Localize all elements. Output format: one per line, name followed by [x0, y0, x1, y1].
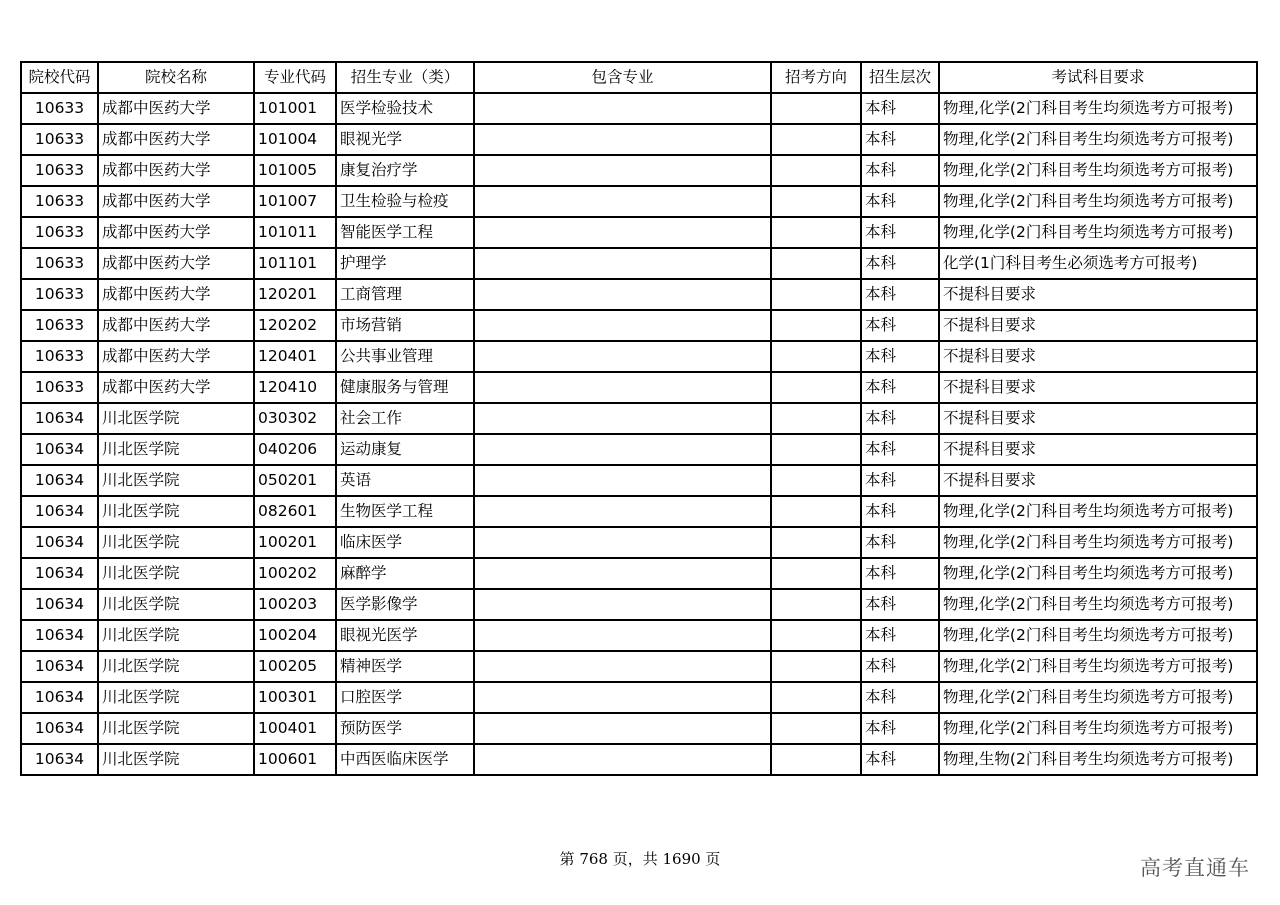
cell-direction — [771, 682, 861, 713]
cell-school-name: 成都中医药大学 — [98, 310, 254, 341]
cell-included-majors — [474, 403, 771, 434]
cell-school-code: 10634 — [21, 465, 98, 496]
cell-school-name: 成都中医药大学 — [98, 372, 254, 403]
cell-requirement: 不提科目要求 — [939, 372, 1257, 403]
cell-school-code: 10633 — [21, 217, 98, 248]
cell-requirement: 物理,化学(2门科目考生均须选考方可报考) — [939, 713, 1257, 744]
table-row — [21, 155, 1257, 186]
cell-school-name: 成都中医药大学 — [98, 186, 254, 217]
cell-requirement: 物理,化学(2门科目考生均须选考方可报考) — [939, 558, 1257, 589]
cell-direction — [771, 589, 861, 620]
cell-school-name: 川北医学院 — [98, 682, 254, 713]
admissions-table — [20, 61, 1258, 776]
cell-major: 智能医学工程 — [336, 217, 474, 248]
cell-school-name: 川北医学院 — [98, 465, 254, 496]
cell-requirement: 物理,化学(2门科目考生均须选考方可报考) — [939, 651, 1257, 682]
admissions-table-container — [20, 61, 1256, 776]
table-row — [21, 620, 1257, 651]
cell-included-majors — [474, 682, 771, 713]
table-row — [21, 248, 1257, 279]
cell-direction — [771, 713, 861, 744]
cell-major-code: 120401 — [254, 341, 336, 372]
cell-major-code: 101005 — [254, 155, 336, 186]
cell-school-code: 10633 — [21, 372, 98, 403]
cell-direction — [771, 465, 861, 496]
cell-included-majors — [474, 186, 771, 217]
header-row — [21, 62, 1257, 93]
cell-school-name: 成都中医药大学 — [98, 93, 254, 124]
cell-major-code: 100401 — [254, 713, 336, 744]
cell-included-majors — [474, 279, 771, 310]
cell-school-code: 10634 — [21, 682, 98, 713]
cell-level: 本科 — [861, 403, 939, 434]
header-school-name: 院校名称 — [98, 62, 254, 93]
cell-major-code: 101004 — [254, 124, 336, 155]
cell-direction — [771, 744, 861, 775]
cell-school-name: 成都中医药大学 — [98, 248, 254, 279]
cell-school-name: 川北医学院 — [98, 496, 254, 527]
cell-major: 运动康复 — [336, 434, 474, 465]
cell-requirement: 不提科目要求 — [939, 403, 1257, 434]
table-header — [21, 62, 1257, 93]
cell-level: 本科 — [861, 372, 939, 403]
cell-included-majors — [474, 434, 771, 465]
cell-major: 工商管理 — [336, 279, 474, 310]
cell-school-code: 10634 — [21, 527, 98, 558]
cell-included-majors — [474, 341, 771, 372]
cell-level: 本科 — [861, 434, 939, 465]
cell-school-code: 10633 — [21, 124, 98, 155]
table-row — [21, 93, 1257, 124]
cell-major-code: 100601 — [254, 744, 336, 775]
cell-major: 护理学 — [336, 248, 474, 279]
cell-major: 医学影像学 — [336, 589, 474, 620]
cell-major-code: 100201 — [254, 527, 336, 558]
cell-major-code: 101001 — [254, 93, 336, 124]
cell-major-code: 100205 — [254, 651, 336, 682]
cell-school-code: 10634 — [21, 434, 98, 465]
cell-level: 本科 — [861, 589, 939, 620]
cell-major-code: 100204 — [254, 620, 336, 651]
cell-requirement: 物理,化学(2门科目考生均须选考方可报考) — [939, 620, 1257, 651]
cell-school-name: 川北医学院 — [98, 620, 254, 651]
cell-school-code: 10634 — [21, 744, 98, 775]
cell-school-name: 川北医学院 — [98, 589, 254, 620]
cell-direction — [771, 248, 861, 279]
cell-direction — [771, 217, 861, 248]
cell-school-code: 10634 — [21, 403, 98, 434]
cell-direction — [771, 620, 861, 651]
cell-major: 康复治疗学 — [336, 155, 474, 186]
cell-major-code: 082601 — [254, 496, 336, 527]
cell-major-code: 101101 — [254, 248, 336, 279]
cell-school-name: 成都中医药大学 — [98, 155, 254, 186]
cell-major-code: 050201 — [254, 465, 336, 496]
cell-major: 医学检验技术 — [336, 93, 474, 124]
cell-included-majors — [474, 713, 771, 744]
table-row — [21, 124, 1257, 155]
cell-requirement: 物理,化学(2门科目考生均须选考方可报考) — [939, 682, 1257, 713]
cell-school-name: 成都中医药大学 — [98, 279, 254, 310]
cell-school-code: 10634 — [21, 620, 98, 651]
cell-included-majors — [474, 589, 771, 620]
cell-major-code: 100301 — [254, 682, 336, 713]
header-included-majors: 包含专业 — [474, 62, 771, 93]
cell-level: 本科 — [861, 186, 939, 217]
cell-included-majors — [474, 155, 771, 186]
cell-level: 本科 — [861, 279, 939, 310]
cell-level: 本科 — [861, 558, 939, 589]
cell-requirement: 化学(1门科目考生必须选考方可报考) — [939, 248, 1257, 279]
cell-major-code: 120410 — [254, 372, 336, 403]
cell-major: 眼视光学 — [336, 124, 474, 155]
cell-requirement: 物理,化学(2门科目考生均须选考方可报考) — [939, 186, 1257, 217]
cell-level: 本科 — [861, 93, 939, 124]
cell-school-code: 10633 — [21, 310, 98, 341]
cell-level: 本科 — [861, 124, 939, 155]
cell-major-code: 120201 — [254, 279, 336, 310]
header-school-code: 院校代码 — [21, 62, 98, 93]
cell-major: 英语 — [336, 465, 474, 496]
cell-school-code: 10633 — [21, 186, 98, 217]
cell-school-code: 10633 — [21, 248, 98, 279]
header-major-code: 专业代码 — [254, 62, 336, 93]
cell-school-code: 10634 — [21, 589, 98, 620]
cell-direction — [771, 93, 861, 124]
cell-school-name: 川北医学院 — [98, 713, 254, 744]
cell-direction — [771, 124, 861, 155]
cell-major: 社会工作 — [336, 403, 474, 434]
cell-direction — [771, 496, 861, 527]
cell-school-code: 10634 — [21, 558, 98, 589]
cell-requirement: 物理,化学(2门科目考生均须选考方可报考) — [939, 155, 1257, 186]
header-requirement: 考试科目要求 — [939, 62, 1257, 93]
cell-included-majors — [474, 527, 771, 558]
cell-level: 本科 — [861, 620, 939, 651]
page-number: 第 768 页，共 1690 页 — [559, 850, 721, 868]
cell-school-code: 10633 — [21, 155, 98, 186]
cell-level: 本科 — [861, 310, 939, 341]
cell-major: 生物医学工程 — [336, 496, 474, 527]
cell-school-name: 成都中医药大学 — [98, 124, 254, 155]
cell-school-name: 川北医学院 — [98, 651, 254, 682]
table-body — [21, 93, 1257, 775]
table-row — [21, 217, 1257, 248]
cell-direction — [771, 310, 861, 341]
cell-major: 口腔医学 — [336, 682, 474, 713]
cell-direction — [771, 279, 861, 310]
cell-included-majors — [474, 496, 771, 527]
cell-school-name: 川北医学院 — [98, 403, 254, 434]
cell-requirement: 物理,化学(2门科目考生均须选考方可报考) — [939, 527, 1257, 558]
cell-major-code: 030302 — [254, 403, 336, 434]
cell-major: 公共事业管理 — [336, 341, 474, 372]
cell-requirement: 不提科目要求 — [939, 310, 1257, 341]
table-row — [21, 589, 1257, 620]
cell-requirement: 物理,生物(2门科目考生均须选考方可报考) — [939, 744, 1257, 775]
cell-school-name: 川北医学院 — [98, 744, 254, 775]
cell-included-majors — [474, 124, 771, 155]
cell-level: 本科 — [861, 465, 939, 496]
cell-school-name: 成都中医药大学 — [98, 341, 254, 372]
cell-requirement: 物理,化学(2门科目考生均须选考方可报考) — [939, 217, 1257, 248]
cell-requirement: 物理,化学(2门科目考生均须选考方可报考) — [939, 496, 1257, 527]
cell-major: 预防医学 — [336, 713, 474, 744]
cell-major: 中西医临床医学 — [336, 744, 474, 775]
cell-requirement: 不提科目要求 — [939, 465, 1257, 496]
cell-level: 本科 — [861, 713, 939, 744]
table-row — [21, 310, 1257, 341]
cell-school-name: 川北医学院 — [98, 527, 254, 558]
cell-included-majors — [474, 93, 771, 124]
cell-major: 市场营销 — [336, 310, 474, 341]
cell-included-majors — [474, 248, 771, 279]
cell-direction — [771, 434, 861, 465]
cell-requirement: 物理,化学(2门科目考生均须选考方可报考) — [939, 124, 1257, 155]
table-row — [21, 434, 1257, 465]
cell-requirement: 物理,化学(2门科目考生均须选考方可报考) — [939, 93, 1257, 124]
cell-major-code: 100203 — [254, 589, 336, 620]
cell-level: 本科 — [861, 496, 939, 527]
cell-level: 本科 — [861, 155, 939, 186]
table-row — [21, 372, 1257, 403]
table-row — [21, 682, 1257, 713]
cell-major: 麻醉学 — [336, 558, 474, 589]
cell-major-code: 040206 — [254, 434, 336, 465]
table-row — [21, 403, 1257, 434]
cell-major-code: 101007 — [254, 186, 336, 217]
cell-level: 本科 — [861, 217, 939, 248]
cell-direction — [771, 558, 861, 589]
cell-included-majors — [474, 465, 771, 496]
header-level: 招生层次 — [861, 62, 939, 93]
cell-direction — [771, 372, 861, 403]
table-row — [21, 341, 1257, 372]
cell-included-majors — [474, 217, 771, 248]
cell-included-majors — [474, 310, 771, 341]
cell-included-majors — [474, 651, 771, 682]
cell-major-code: 101011 — [254, 217, 336, 248]
cell-direction — [771, 403, 861, 434]
cell-school-code: 10634 — [21, 651, 98, 682]
cell-level: 本科 — [861, 527, 939, 558]
cell-requirement: 不提科目要求 — [939, 279, 1257, 310]
header-major: 招生专业（类） — [336, 62, 474, 93]
table-row — [21, 186, 1257, 217]
cell-school-name: 川北医学院 — [98, 558, 254, 589]
cell-major: 卫生检验与检疫 — [336, 186, 474, 217]
cell-level: 本科 — [861, 651, 939, 682]
cell-level: 本科 — [861, 248, 939, 279]
cell-school-name: 成都中医药大学 — [98, 217, 254, 248]
cell-requirement: 物理,化学(2门科目考生均须选考方可报考) — [939, 589, 1257, 620]
cell-school-code: 10633 — [21, 279, 98, 310]
cell-included-majors — [474, 558, 771, 589]
cell-requirement: 不提科目要求 — [939, 434, 1257, 465]
cell-direction — [771, 527, 861, 558]
cell-direction — [771, 186, 861, 217]
table-row — [21, 558, 1257, 589]
table-row — [21, 651, 1257, 682]
cell-included-majors — [474, 372, 771, 403]
cell-school-code: 10634 — [21, 496, 98, 527]
cell-major-code: 100202 — [254, 558, 336, 589]
cell-level: 本科 — [861, 682, 939, 713]
table-row — [21, 279, 1257, 310]
cell-level: 本科 — [861, 341, 939, 372]
table-row — [21, 527, 1257, 558]
table-row — [21, 744, 1257, 775]
cell-major: 健康服务与管理 — [336, 372, 474, 403]
cell-direction — [771, 651, 861, 682]
cell-included-majors — [474, 744, 771, 775]
cell-level: 本科 — [861, 744, 939, 775]
cell-requirement: 不提科目要求 — [939, 341, 1257, 372]
cell-school-code: 10633 — [21, 93, 98, 124]
cell-direction — [771, 155, 861, 186]
header-direction: 招考方向 — [771, 62, 861, 93]
cell-school-name: 川北医学院 — [98, 434, 254, 465]
cell-major: 临床医学 — [336, 527, 474, 558]
table-row — [21, 713, 1257, 744]
cell-included-majors — [474, 620, 771, 651]
table-row — [21, 496, 1257, 527]
cell-major: 眼视光医学 — [336, 620, 474, 651]
cell-school-code: 10633 — [21, 341, 98, 372]
cell-major-code: 120202 — [254, 310, 336, 341]
table-row — [21, 465, 1257, 496]
watermark-text: 高考直通车 — [1140, 856, 1250, 880]
cell-major: 精神医学 — [336, 651, 474, 682]
cell-school-code: 10634 — [21, 713, 98, 744]
cell-direction — [771, 341, 861, 372]
